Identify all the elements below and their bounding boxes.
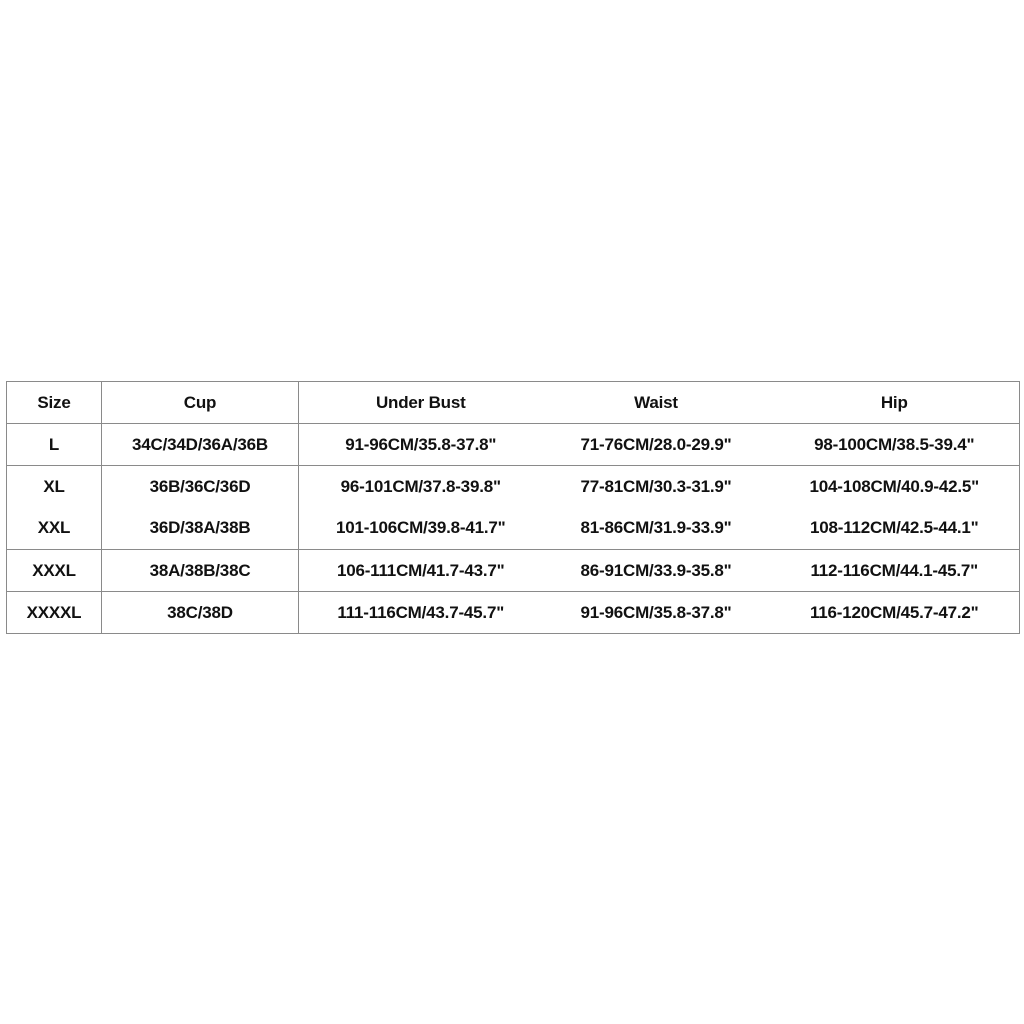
header-waist: Waist — [543, 382, 770, 424]
cell-waist: 86-91CM/33.9-35.8" — [543, 550, 770, 592]
cell-size: XXXL — [7, 550, 102, 592]
cell-hip: 108-112CM/42.5-44.1" — [770, 508, 1020, 550]
cell-under-bust: 106-111CM/41.7-43.7" — [299, 550, 543, 592]
table-row — [7, 466, 1020, 508]
cell-under-bust: 91-96CM/35.8-37.8" — [299, 424, 543, 466]
header-size: Size — [7, 382, 102, 424]
header-under-bust: Under Bust — [299, 382, 543, 424]
cell-cup: 36D/38A/38B — [102, 508, 299, 550]
cell-size: XXL — [7, 508, 102, 550]
cell-waist: 77-81CM/30.3-31.9" — [580, 476, 732, 496]
cell-hip: 112-116CM/44.1-45.7" — [770, 550, 1020, 592]
cell-waist: 91-96CM/35.8-37.8" — [580, 602, 732, 622]
cell-waist: 81-86CM/31.9-33.9" — [543, 508, 770, 550]
cell-size: XXXXL — [7, 592, 102, 634]
cell-cup: 38C/38D — [102, 592, 299, 634]
cell-cup: 36B/36C/36D — [102, 466, 299, 508]
cell-size: L — [7, 424, 102, 466]
cell-under-bust: 111-116CM/43.7-45.7" — [337, 602, 505, 622]
cell-hip: 98-100CM/38.5-39.4" — [770, 424, 1020, 466]
cell-hip: 116-120CM/45.7-47.2" — [809, 602, 979, 622]
cell-under-bust: 101-106CM/39.8-41.7" — [299, 508, 543, 550]
size-chart-table — [6, 381, 1020, 634]
cell-waist: 71-76CM/28.0-29.9" — [543, 424, 770, 466]
cell-size: XL — [7, 466, 102, 508]
cell-cup: 34C/34D/36A/36B — [102, 424, 299, 466]
table-row — [7, 550, 1020, 592]
table-row — [7, 508, 1020, 550]
header-cup: Cup — [102, 382, 299, 424]
cell-under-bust: 96-101CM/37.8-39.8" — [340, 476, 501, 496]
header-hip: Hip — [770, 382, 1020, 424]
cell-cup: 38A/38B/38C — [102, 550, 299, 592]
table-header-row — [7, 382, 1020, 424]
cell-hip: 104-108CM/40.9-42.5" — [809, 476, 979, 496]
table-row — [7, 592, 1020, 634]
table-row — [7, 424, 1020, 466]
